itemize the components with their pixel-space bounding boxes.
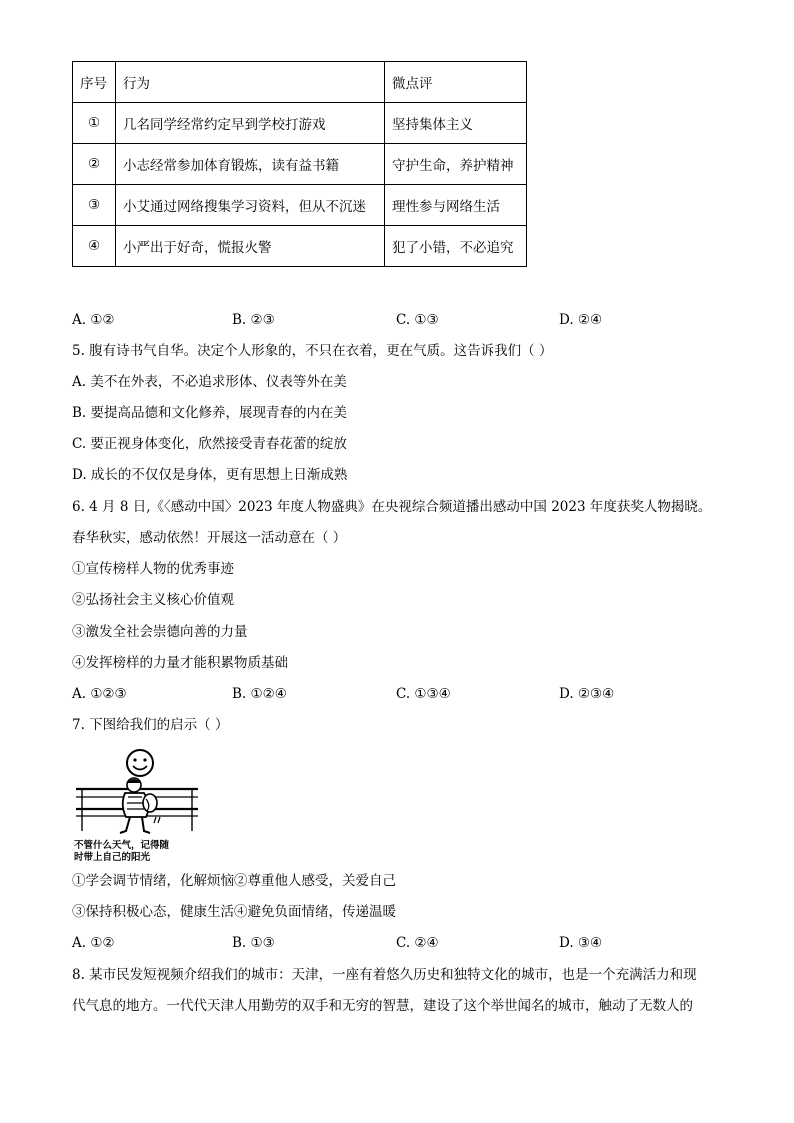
q6-statement-2: ②弘扬社会主义核心价值观 [72,592,234,608]
q6-statement-1: ①宣传榜样人物的优秀事迹 [72,561,234,577]
q8-stem-line1: 8. 某市民发短视频介绍我们的城市：天津，一座有着悠久历史和独特文化的城市，也是一个充满活力和现 [72,967,697,983]
q6-stem-line1: 6. 4 月 8 日,《〈感动中国〉2023 年度人物盛典》在央视综合频道播出感动中国 2023 年度获奖人物揭晓。 [72,499,712,515]
option-c[interactable]: C. ①③ [396,312,439,328]
row-comment: 理性参与网络生活 [385,185,527,226]
header-number: 序号 [73,62,116,103]
q5-option-b[interactable]: B. 要提高品德和文化修养，展现青春的内在美 [72,405,348,421]
header-comment: 微点评 [385,62,527,103]
q5-stem: 5. 腹有诗书气自华。决定个人形象的，不只在衣着，更在气质。这告诉我们（ ） [72,343,553,359]
row-behavior: 几名同学经常约定早到学校打游戏 [116,103,385,144]
option-c[interactable]: C. ①③④ [396,686,451,702]
option-c[interactable]: C. ②④ [396,935,439,951]
option-b[interactable]: B. ①③ [232,935,275,951]
q7-stem: 7. 下图给我们的启示（ ） [72,717,229,733]
row-comment: 守护生命，养护精神 [385,144,527,185]
q6-statement-4: ④发挥榜样的力量才能积累物质基础 [72,655,288,671]
option-d[interactable]: D. ②③④ [559,686,615,702]
q4-options [72,310,632,330]
row-number: ④ [73,226,116,267]
q7-options [72,933,632,953]
table-header-row [73,62,527,103]
row-behavior: 小艾通过网络搜集学习资料，但从不沉迷 [116,185,385,226]
q5-option-d[interactable]: D. 成长的不仅仅是身体，更有思想上日渐成熟 [72,467,348,483]
row-behavior: 小严出于好奇，慌报火警 [116,226,385,267]
row-comment: 犯了小错，不必追究 [385,226,527,267]
row-behavior: 小志经常参加体育锻炼，读有益书籍 [116,144,385,185]
q7-statements-1-2: ①学会调节情绪，化解烦恼②尊重他人感受，关爱自己 [72,873,396,889]
header-behavior: 行为 [116,62,385,103]
table-row [73,226,527,267]
option-a[interactable]: A. ①②③ [72,686,127,702]
sunshine-cartoon-illustration [72,745,200,863]
q6-options [72,684,632,704]
option-a[interactable]: A. ①② [72,312,115,328]
table-row [73,144,527,185]
option-b[interactable]: B. ①②④ [232,686,287,702]
row-number: ① [73,103,116,144]
row-number: ② [73,144,116,185]
table-row [73,185,527,226]
option-a[interactable]: A. ①② [72,935,115,951]
option-b[interactable]: B. ②③ [232,312,275,328]
option-d[interactable]: D. ③④ [559,935,603,951]
q6-statement-3: ③激发全社会崇德向善的力量 [72,624,248,640]
q5-option-c[interactable]: C. 要正视身体变化，欣然接受青春花蕾的绽放 [72,436,347,452]
cartoon-caption-line1: 不管什么天气，记得随 [74,840,170,851]
q6-stem-line2: 春华秋实，感动依然！开展这一活动意在（ ） [72,530,347,546]
q7-statements-3-4: ③保持积极心态，健康生活④避免负面情绪，传递温暖 [72,904,396,920]
cartoon-caption-line2: 时带上自己的阳光 [74,852,151,863]
table-row [73,103,527,144]
behavior-table [72,61,527,267]
q5-option-a[interactable]: A. 美不在外表，不必追求形体、仪表等外在美 [72,374,347,390]
option-d[interactable]: D. ②④ [559,312,603,328]
row-comment: 坚持集体主义 [385,103,527,144]
row-number: ③ [73,185,116,226]
q8-stem-line2: 代气息的地方。一代代天津人用勤劳的双手和无穷的智慧，建设了这个举世闻名的城市，触动了无数人的 [72,998,693,1014]
